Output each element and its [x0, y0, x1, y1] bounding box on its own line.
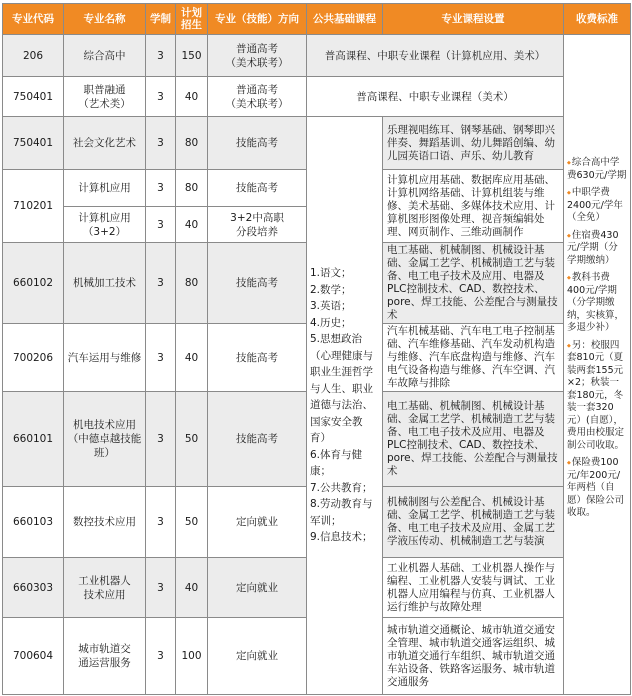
cell-enroll: 100	[176, 618, 208, 695]
cell-years: 3	[146, 618, 176, 695]
cell-setting: 城市轨道交通概论、城市轨道交通安全管理、城市轨道交通客运组织、城市轨道交通行车组织、城市轨道交通车站设备、铁路客运服务、城市轨道交通服务	[383, 618, 564, 695]
cell-code: 660103	[3, 487, 64, 558]
cell-setting: 工业机器人基础、工业机器人操作与编程、工业机器人安装与调试、工业机器人应用编程与仿真、工业机器人运行维护与故障处理	[383, 558, 564, 618]
cell-years: 3	[146, 35, 176, 77]
cell-direction: 普通高考 （美术联考）	[208, 35, 307, 77]
cell-direction: 定向就业	[208, 618, 307, 695]
cell-setting: 电工基础、机械制图、机械设计基础、金属工艺学、机械制造工艺与装备、电工电子技术及应用、电器及PLC控制技术、CAD、数控技术、pore、焊工技能、公差配合与测量技术	[383, 243, 564, 324]
cell-code: 206	[3, 35, 64, 77]
cell-direction: 技能高考	[208, 392, 307, 487]
cell-direction: 技能高考	[208, 243, 307, 324]
fee-note	[564, 35, 631, 695]
cell-enroll: 40	[176, 324, 208, 392]
cell-setting: 机械制图与公差配合、机械设计基础、金属工艺学、机械制造工艺与装备、电工电子技术及应用、金属工艺学液压传动、机械制造工艺与装演	[383, 487, 564, 558]
header-public: 公共基础课程	[307, 4, 383, 35]
cell-enroll: 80	[176, 170, 208, 207]
cell-setting: 乐理视唱练耳、钢琴基础、钢琴即兴伴奏、舞蹈基训、幼儿舞蹈创编、幼儿园英语口语、声乐、幼儿教育	[383, 117, 564, 170]
fee-textbook: ◆ 教科书费400元/学期（分学期缴纳，实核算，多退少补）	[567, 272, 627, 335]
cell-years: 3	[146, 487, 176, 558]
cell-direction: 定向就业	[208, 558, 307, 618]
fee-lodging: ◆ 住宿费430元/学期（分学期缴纳）	[567, 230, 627, 268]
fee-general-high: ◆ 综合高中学费630元/学期	[567, 157, 627, 182]
cell-years: 3	[146, 77, 176, 117]
cell-setting: 电工基础、机械制图、机械设计基础、金属工艺学、机械制造工艺与装备、电工电子技术及应用、电器及PLC控制技术、CAD、数控技术、pore、焊工技能、公差配合与测量技术	[383, 392, 564, 487]
cell-name: 汽车运用与维修	[64, 324, 146, 392]
cell-enroll: 40	[176, 207, 208, 243]
public-courses: 1.语文； 2.数学； 3.英语； 4.历史； 5.思想政治（心理健康与职业生涯哲学与人生、职业道德与法治、国家安全教育） 6.体育与健康； 7.公共教育； 8.劳动教育与军训； 9.信息技术；	[307, 117, 383, 695]
cell-code: 700604	[3, 618, 64, 695]
cell-code: 750401	[3, 117, 64, 170]
cell-enroll: 50	[176, 487, 208, 558]
cell-name: 机械加工技术	[64, 243, 146, 324]
cell-code: 710201	[3, 170, 64, 243]
cell-name: 计算机应用 （3+2）	[64, 207, 146, 243]
cell-enroll: 50	[176, 392, 208, 487]
header-setting: 专业课程设置	[383, 4, 564, 35]
table-row	[3, 117, 631, 170]
fee-vocational: ◆ 中职学费2400元/学年（全免）	[567, 187, 627, 225]
fee-uniform: ◆ 另：校服四套810元（夏装两套155元×2；秋装一套180元，冬装一套320元）(自愿），费用由校服定制公司收取。	[567, 340, 627, 453]
cell-direction: 技能高考	[208, 117, 307, 170]
cell-name: 城市轨道交 通运营服务	[64, 618, 146, 695]
cell-setting: 普高课程、中职专业课程（计算机应用、美术）	[307, 35, 564, 77]
cell-enroll: 80	[176, 243, 208, 324]
cell-setting: 普高课程、中职专业课程（美术）	[307, 77, 564, 117]
fee-insurance: ◆ 保险费100元/年200元/年两档（自愿）保险公司收取。	[567, 457, 627, 520]
cell-direction: 普通高考 （美术联考）	[208, 77, 307, 117]
cell-years: 3	[146, 170, 176, 207]
cell-setting: 汽车机械基础、汽车电工电子控制基础、汽车维修基础、汽车发动机构造与维修、汽车底盘构造与维修、汽车电气设备构造与维修、汽车空调、汽车故障与排除	[383, 324, 564, 392]
cell-enroll: 40	[176, 558, 208, 618]
cell-name: 机电技术应用 （中德卓越技能班）	[64, 392, 146, 487]
cell-direction: 技能高考	[208, 324, 307, 392]
header-code: 专业代码	[3, 4, 64, 35]
cell-years: 3	[146, 117, 176, 170]
cell-years: 3	[146, 558, 176, 618]
cell-years: 3	[146, 207, 176, 243]
cell-enroll: 40	[176, 77, 208, 117]
cell-name: 综合高中	[64, 35, 146, 77]
cell-name: 职普融通 （艺术类）	[64, 77, 146, 117]
cell-code: 660102	[3, 243, 64, 324]
header-fee: 收费标准	[564, 4, 631, 35]
cell-name: 社会文化艺术	[64, 117, 146, 170]
cell-years: 3	[146, 392, 176, 487]
cell-code: 660101	[3, 392, 64, 487]
cell-direction: 技能高考	[208, 170, 307, 207]
cell-name: 数控技术应用	[64, 487, 146, 558]
cell-name: 工业机器人 技术应用	[64, 558, 146, 618]
cell-name: 计算机应用	[64, 170, 146, 207]
header-enroll: 计划 招生	[176, 4, 208, 35]
cell-direction: 3+2中高职 分段培养	[208, 207, 307, 243]
table-row	[3, 35, 631, 77]
header-direction: 专业（技能）方向	[208, 4, 307, 35]
cell-code: 750401	[3, 77, 64, 117]
cell-enroll: 80	[176, 117, 208, 170]
cell-code: 700206	[3, 324, 64, 392]
cell-code: 660303	[3, 558, 64, 618]
cell-direction: 定向就业	[208, 487, 307, 558]
cell-enroll: 150	[176, 35, 208, 77]
program-table	[2, 3, 631, 695]
cell-years: 3	[146, 243, 176, 324]
table-row	[3, 77, 631, 117]
header-row	[3, 4, 631, 35]
header-name: 专业名称	[64, 4, 146, 35]
cell-years: 3	[146, 324, 176, 392]
header-years: 学制	[146, 4, 176, 35]
cell-setting: 计算机应用基础、数据库应用基础、计算机网络基础、计算机组装与维修、美术基础、多媒体技术应用、计算机图形图像处理、视音频编辑处理、网页制作、三维动画制作	[383, 170, 564, 243]
